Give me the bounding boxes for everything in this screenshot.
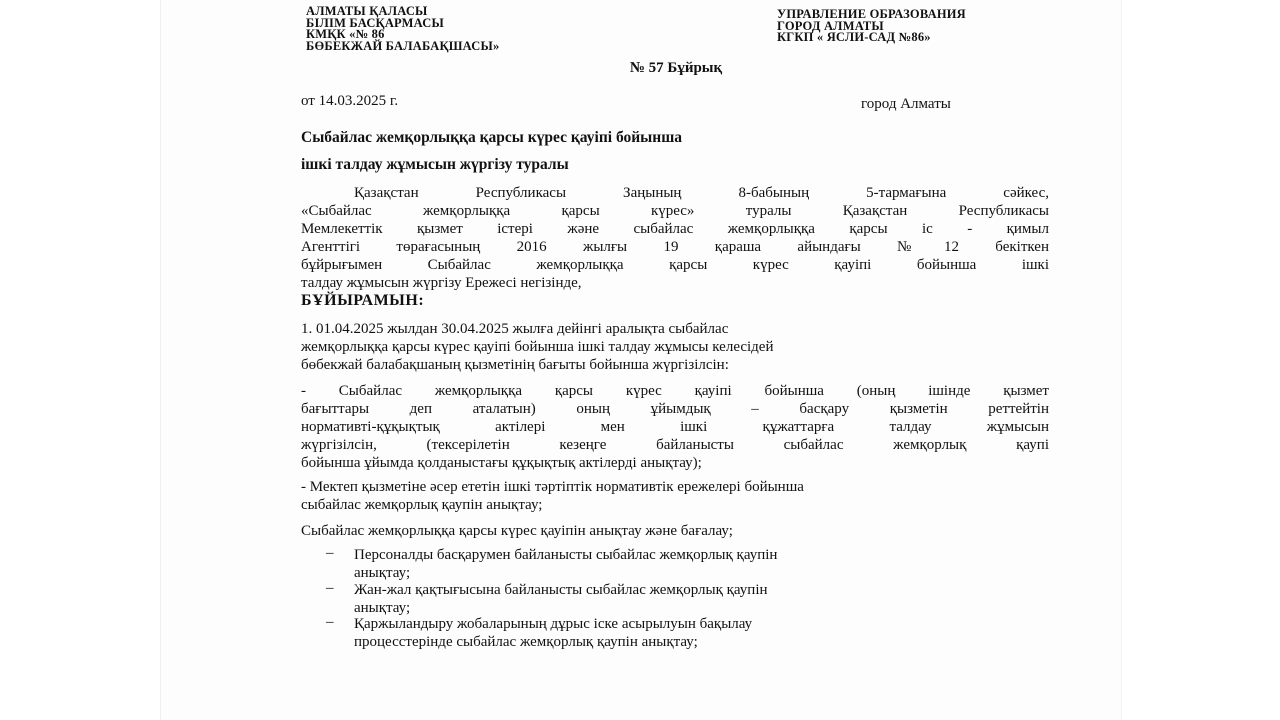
header-left-line: АЛМАТЫ ҚАЛАСЫ — [306, 4, 428, 18]
dash-marker: – — [326, 580, 334, 596]
bullet1-line: бойынша ұйымда қолданыстағы құқықтық актілерді анықтау); — [301, 455, 702, 471]
dash-marker: – — [326, 545, 334, 561]
order-number: № 57 Бұйрық — [629, 60, 723, 76]
header-left-line: БІЛІМ БАСҚАРМАСЫ — [306, 15, 444, 30]
document-page — [160, 0, 1122, 720]
item1-line: 1. 01.04.2025 жылдан 30.04.2025 жылға дейінгі аралықта сыбайлас — [301, 321, 729, 337]
bullet2-line: сыбайлас жемқорлық қаупін анықтау; — [301, 497, 543, 513]
bullet1-line: жүргізілсін, (тексерілетін кезеңге байланысты сыбайлас жемқорлық қаупі — [301, 437, 1049, 453]
preamble-line: Агенттігі төрағасының 2016 жылғы 19 қараша айындағы №12 бекіткен — [301, 239, 1049, 255]
item1-line: жемқорлыққа қарсы күрес қауіпі бойынша ішкі талдау жұмысы келесідей — [301, 339, 774, 355]
command-heading: БҰЙЫРАМЫН: — [301, 292, 425, 309]
bullet2-line: - Мектеп қызметіне әсер ететін ішкі тәртіптік нормативтік ережелері бойынша — [301, 479, 804, 495]
header-left-line: БӨБЕКЖАЙ БАЛАБАҚШАСЫ» — [306, 38, 500, 53]
bullet1-line: нормативті-құқықтық актілері мен ішкі құжаттарға талдау жұмысын — [301, 419, 1049, 435]
dash-item-line: анықтау; — [354, 565, 411, 581]
preamble-line: Мемлекеттік қызмет істері және сыбайлас жемқорлыққа қарсы іс - қимыл — [301, 221, 1049, 237]
preamble-line: талдау жұмысын жүргізу Ережесі негізінде, — [301, 275, 582, 291]
dash-marker: – — [326, 614, 334, 630]
header-left-kz — [306, 6, 499, 52]
bullet1-line: - Сыбайлас жемқорлыққа қарсы күрес қауіпі бойынша (оның ішінде қызмет — [301, 383, 1049, 399]
order-date: от 14.03.2025 г. — [301, 93, 399, 109]
header-left-line: КМҚК «№ 86 — [306, 27, 385, 41]
preamble-line: бұйрығымен Сыбайлас жемқорлыққа қарсы күрес қауіпі бойынша ішкі — [301, 257, 1049, 273]
dash-item-line: анықтау; — [354, 600, 411, 616]
order-title-line-2: ішкі талдау жұмысын жүргізу туралы — [301, 156, 569, 173]
assess-line: Сыбайлас жемқорлыққа қарсы күрес қауіпін анықтау және бағалау; — [301, 523, 733, 539]
header-right-line: УПРАВЛЕНИЕ ОБРАЗОВАНИЯ — [777, 7, 966, 21]
dash-item-line: Персоналды басқарумен байланысты сыбайлас жемқорлық қаупін — [354, 547, 778, 563]
header-right-line: ГОРОД АЛМАТЫ — [777, 18, 884, 33]
dash-item-line: Қаржыландыру жобаларының дұрыс іске асырылуын бақылау — [354, 616, 753, 632]
preamble-line: «Сыбайлас жемқорлыққа қарсы күрес» туралы Қазақстан Республикасы — [301, 203, 1049, 219]
header-right-ru — [777, 9, 966, 44]
preamble-line: Қазақстан Республикасы Заңының 8-бабының 5-тармағына сәйкес, — [354, 185, 1049, 201]
dash-item-line: Жан-жал қақтығысына байланысты сыбайлас жемқорлық қаупін — [354, 582, 768, 598]
bullet1-line: бағыттары деп аталатын) оның ұйымдық – басқару қызметін реттейтін — [301, 401, 1049, 417]
header-right-line: КГКП « ЯСЛИ-САД №86» — [777, 30, 931, 44]
order-title-line-1: Сыбайлас жемқорлыққа қарсы күрес қауіпі бойынша — [301, 129, 683, 146]
item1-line: бөбекжай балабақшаның қызметінің бағыты бойынша жүргізілсін: — [301, 357, 729, 373]
order-city: город Алматы — [861, 96, 951, 112]
dash-item-line: процесстерінде сыбайлас жемқорлық қаупін анықтау; — [354, 634, 698, 650]
